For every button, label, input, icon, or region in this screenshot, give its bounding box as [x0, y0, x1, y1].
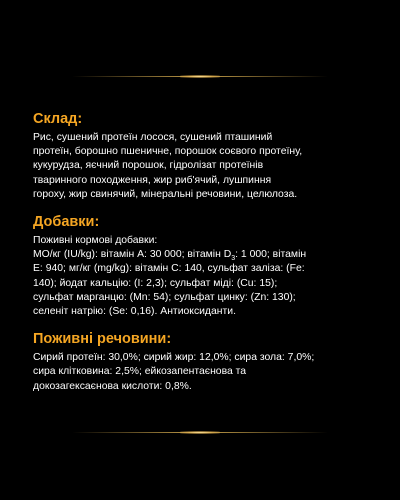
- nutrients-section: [33, 330, 373, 394]
- additives-heading: Добавки:: [33, 214, 100, 231]
- subscript: 3: [231, 255, 236, 263]
- text-fragment: МО/кг (IU/kg): вітамін А: 30 000; вітамін D: [33, 249, 232, 261]
- top-gold-divider: [72, 76, 328, 77]
- text-line: докозагексаєнова кислоти: 0,8%.: [33, 380, 192, 392]
- text-line: Е: 940; мг/кг (mg/kg): вітамін С: 140, сульфат заліза: (Fe:: [33, 263, 305, 275]
- text-line: Сирий протеїн: 30,0%; сирий жир: 12,0%; сира зола: 7,0%;: [33, 352, 315, 364]
- text-line: тваринного походження, жир риб'ячий, лушпиння: [33, 174, 272, 186]
- text-line: селеніт натрію: (Se: 0,16). Антиоксиданти.: [33, 306, 236, 318]
- nutrients-text: [33, 351, 373, 394]
- text-line: [33, 248, 373, 262]
- additives-section: [33, 213, 373, 319]
- text-line: гороху, жир свинячий, мінеральні речовини, целюлоза.: [33, 188, 298, 200]
- text-line: Поживні кормові добавки:: [33, 235, 158, 247]
- nutrients-heading: Поживні речовини:: [33, 331, 172, 348]
- text-line: сира клітковина: 2,5%; ейкозапентаєнова та: [33, 366, 247, 378]
- composition-section: [33, 110, 373, 202]
- text-line: 140); йодат кальцію: (I: 2,3); сульфат міді: (Cu: 15);: [33, 277, 278, 289]
- text-line: кукурудза, яєчний порошок, гідролізат протеїнів: [33, 160, 264, 172]
- composition-heading: Склад:: [33, 111, 83, 127]
- composition-text: [33, 131, 373, 202]
- divider-glow: [180, 431, 220, 434]
- text-line: протеїн, борошно пшеничне, порошок соєвого протеїну,: [33, 146, 303, 158]
- text-line: Рис, сушений протеїн лосося, сушений пташиний: [33, 132, 273, 143]
- divider-glow: [180, 75, 220, 78]
- additives-text: [33, 234, 373, 319]
- bottom-gold-divider: [72, 432, 328, 433]
- label-content: [33, 110, 373, 405]
- text-fragment: : 1 000; вітамін: [235, 249, 307, 261]
- text-line: сульфат марганцю: (Mn: 54); сульфат цинку: (Zn: 130);: [33, 291, 296, 303]
